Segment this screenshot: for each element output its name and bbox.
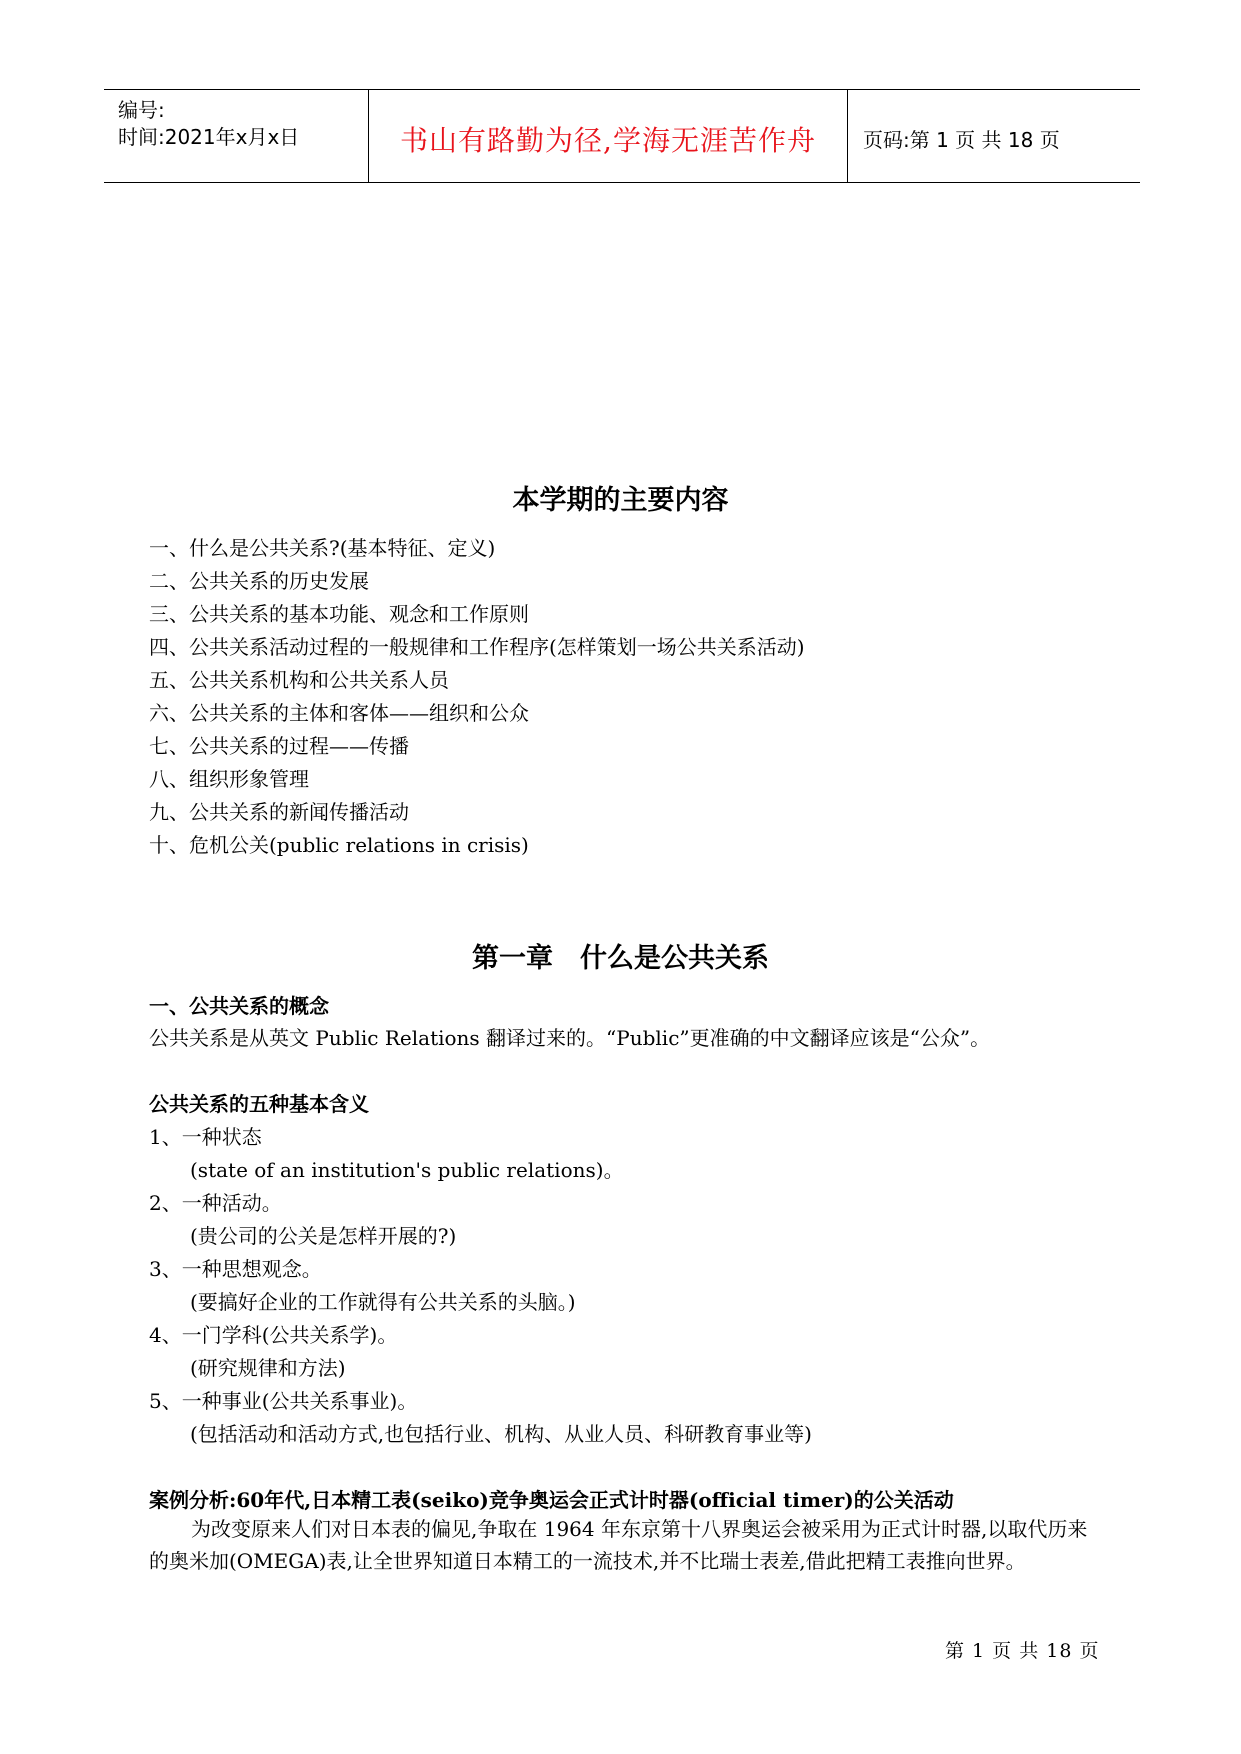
contents-item: 二、公共关系的历史发展: [149, 569, 369, 593]
section-text: 公共关系是从英文 Public Relations 翻译过来的。“Public”更准确的中文翻译应该是“公众”。: [149, 1026, 991, 1050]
contents-item: 一、什么是公共关系?(基本特征、定义): [149, 536, 496, 560]
meaning-label: 2、一种活动。: [149, 1191, 282, 1215]
meaning-note: (state of an institution's public relations)。: [190, 1158, 624, 1182]
chapter-title: 第一章 什么是公共关系: [472, 943, 769, 974]
header-table: [104, 89, 1140, 183]
meaning-label: 4、一门学科(公共关系学)。: [149, 1323, 398, 1347]
footer-page-number: 第 1 页 共 18 页: [945, 1640, 1100, 1662]
contents-item: 九、公共关系的新闻传播活动: [149, 800, 409, 824]
header-mid-cell: [369, 90, 848, 182]
meaning-label: 3、一种思想观念。: [149, 1257, 322, 1281]
contents-item: 七、公共关系的过程——传播: [149, 734, 409, 758]
header-right-cell: [849, 90, 1139, 182]
contents-item: 六、公共关系的主体和客体——组织和公众: [149, 701, 529, 725]
contents-item: 十、危机公关(public relations in crisis): [149, 833, 529, 857]
contents-item: 五、公共关系机构和公共关系人员: [149, 668, 449, 692]
case-paragraph: 为改变原来人们对日本表的偏见,争取在 1964 年东京第十八界奥运会被采用为正式计时器,以取代历来的奥米加(OMEGA)表,让全世界知道日本精工的一流技术,并不比瑞士表差,借此把精工表推向世界。: [149, 1517, 1088, 1573]
meaning-note: (研究规律和方法): [190, 1356, 346, 1380]
header-left-cell: [104, 90, 369, 182]
motto: 书山有路勤为径,学海无涯苦作舟: [400, 124, 816, 157]
meaning-note: (贵公司的公关是怎样开展的?): [190, 1224, 457, 1248]
case-heading: 案例分析:60年代,日本精工表(seiko)竞争奥运会正式计时器(official timer)的公关活动: [149, 1488, 954, 1512]
number-label: 编号:: [118, 98, 165, 122]
header-page-number: 页码:第 1 页 共 18 页: [863, 128, 1060, 152]
contents-item: 四、公共关系活动过程的一般规律和工作程序(怎样策划一场公共关系活动): [149, 635, 805, 659]
meanings-heading: 公共关系的五种基本含义: [149, 1092, 369, 1116]
time-label: 时间:2021年x月x日: [118, 125, 300, 149]
meaning-note: (要搞好企业的工作就得有公共关系的头脑。): [190, 1290, 576, 1314]
contents-item: 三、公共关系的基本功能、观念和工作原则: [149, 602, 529, 626]
contents-title: 本学期的主要内容: [512, 485, 729, 516]
meaning-label: 5、一种事业(公共关系事业)。: [149, 1389, 418, 1413]
contents-item: 八、组织形象管理: [149, 767, 309, 791]
meaning-note: (包括活动和活动方式,也包括行业、机构、从业人员、科研教育事业等): [190, 1422, 812, 1446]
meaning-label: 1、一种状态: [149, 1125, 262, 1149]
section-heading: 一、公共关系的概念: [149, 994, 329, 1018]
